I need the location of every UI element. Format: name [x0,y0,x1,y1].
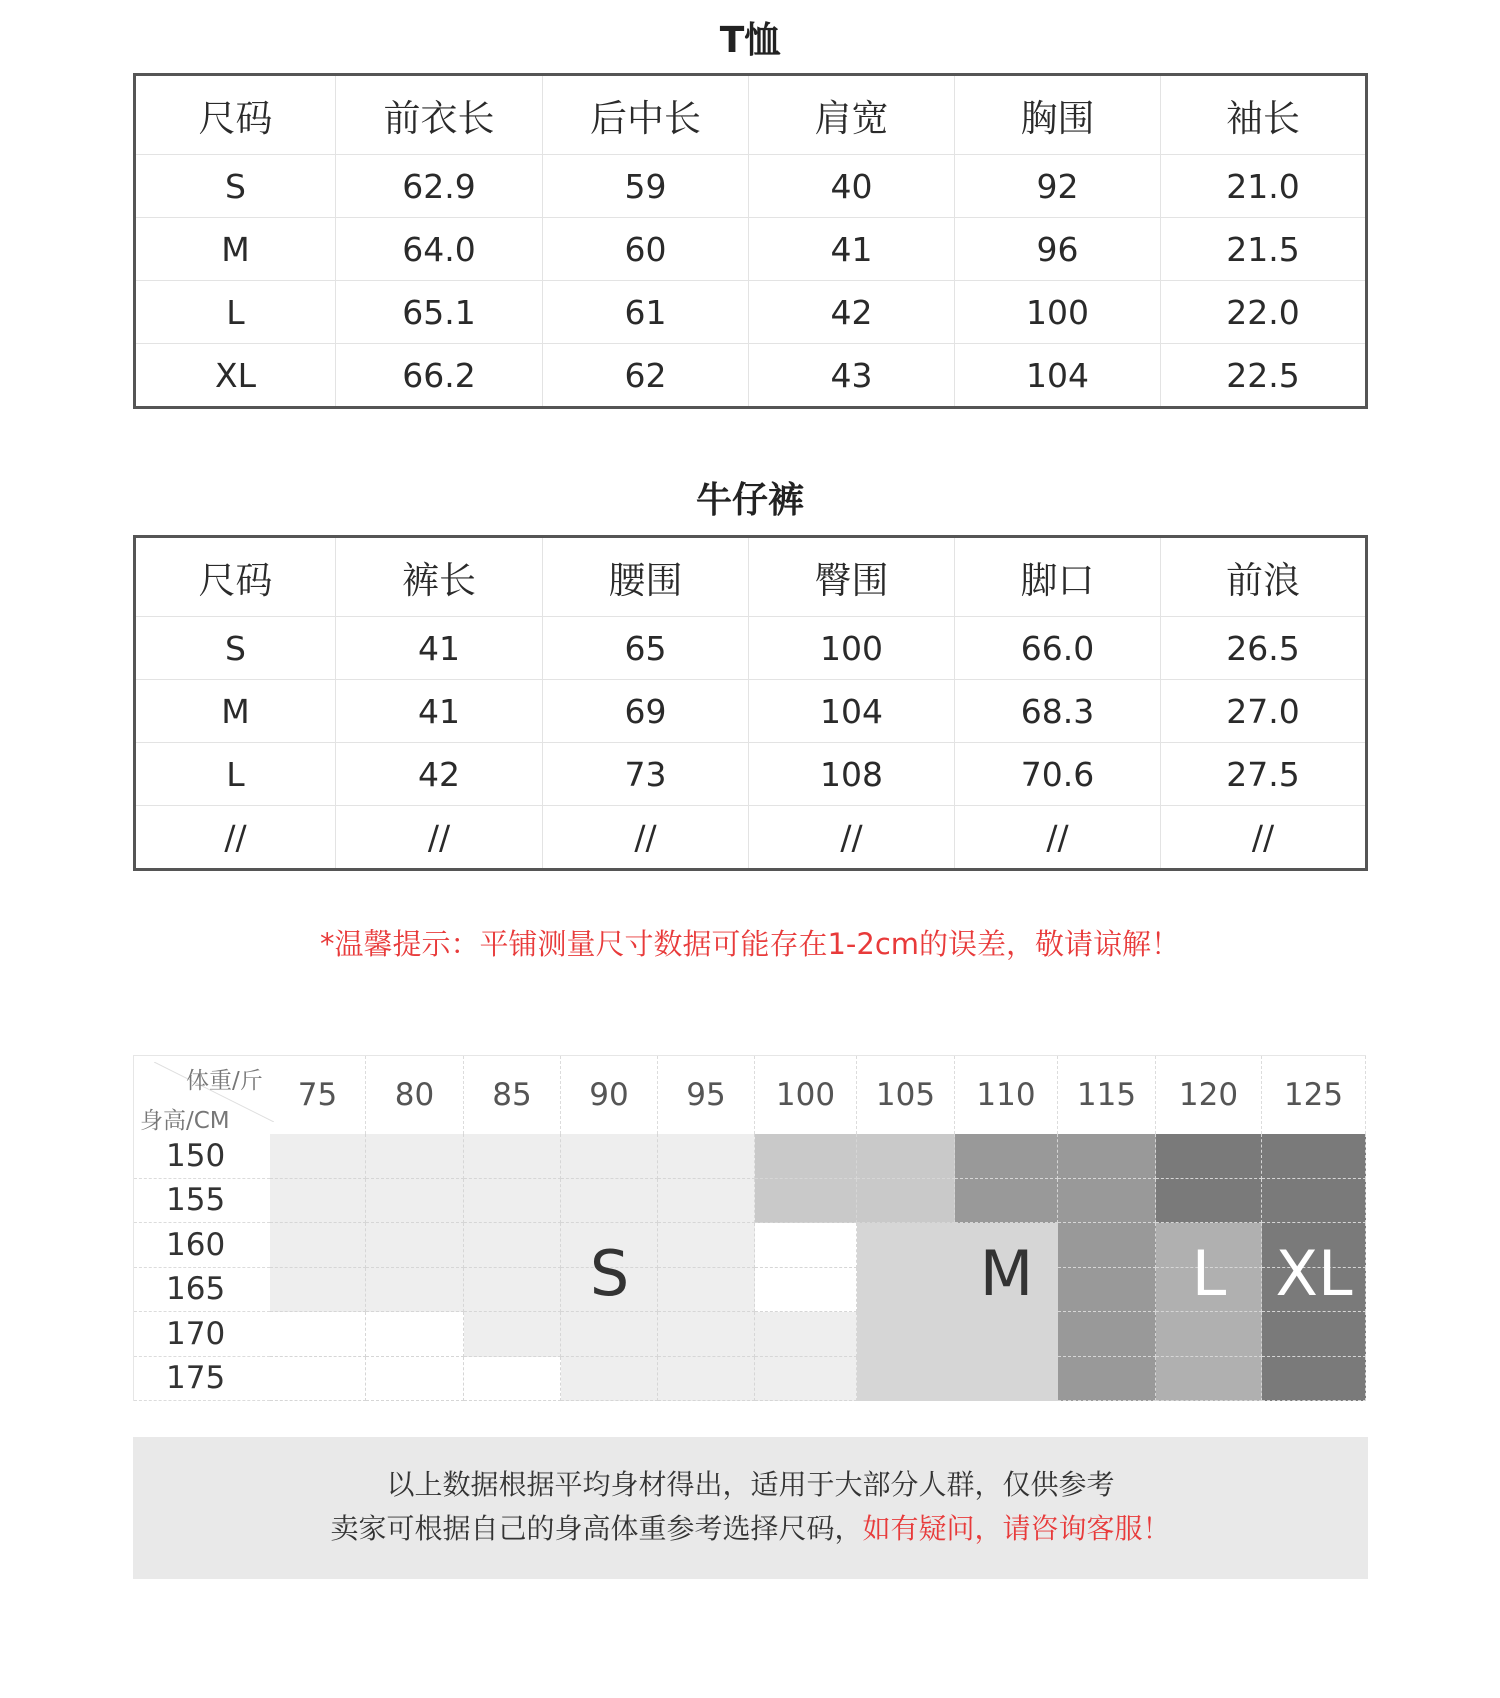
jeans-table-cell: // [136,806,336,868]
size-zone-cell [755,1312,857,1357]
tshirt-table-cell: 104 [955,344,1161,406]
weight-column-header: 125 [1262,1056,1366,1134]
tshirt-column-header: 前衣长 [336,76,543,155]
jeans-table-row [136,680,1365,743]
size-zone-cell [1058,1223,1156,1268]
size-zone-cell [366,1268,464,1313]
tshirt-table-cell: 43 [749,344,955,406]
jeans-table-cell: 41 [336,617,543,680]
size-zone-cell [857,1268,955,1313]
tshirt-table-cell: 61 [543,281,749,344]
size-zone-cell [658,1223,755,1268]
jeans-table-cell: M [136,680,336,743]
size-zone-cell [464,1179,561,1224]
tshirt-table-cell: 22.5 [1226,355,1300,395]
tshirt-table-cell: 21.5 [1161,218,1365,281]
size-zone-cell [270,1357,366,1402]
jeans-table-cell: 68.3 [955,680,1161,743]
size-zone-cell [955,1357,1058,1402]
size-zone-cell [366,1223,464,1268]
size-zone-cell [1058,1357,1156,1402]
size-zone-cell [1058,1179,1156,1224]
tshirt-size-table [133,73,1368,409]
tshirt-table-cell: 62.9 [336,155,543,218]
size-zone-cell [366,1179,464,1224]
size-zone-cell [464,1223,561,1268]
size-zone-cell [658,1357,755,1402]
height-row-header: 175 [134,1357,270,1402]
tshirt-table-cell: L [136,281,336,344]
jeans-header-row [136,538,1365,617]
height-row-header: 170 [134,1312,270,1357]
size-zone-cell [1262,1312,1366,1357]
tshirt-table-cell: 64.0 [336,218,543,281]
jeans-column-header: 脚口 [955,538,1161,617]
size-zone-cell [270,1223,366,1268]
tshirt-header-row [136,76,1365,155]
tshirt-table-cell: 59 [543,155,749,218]
weight-column-header: 115 [1058,1056,1156,1134]
size-zone-cell [366,1312,464,1357]
size-zone-cell [658,1268,755,1313]
jeans-column-header: 尺码 [136,538,336,617]
size-zone-cell [366,1357,464,1402]
jeans-table-cell: // [1251,817,1275,857]
size-zone-cell [955,1134,1058,1179]
tshirt-table-cell: 22.0 [1161,281,1365,344]
size-zone-cell [955,1312,1058,1357]
jeans-table-cell: 100 [749,617,955,680]
tshirt-title: T恤 [719,20,781,61]
jeans-table-cell: 108 [749,743,955,806]
tshirt-table-cell: 21.0 [1161,155,1365,218]
weight-column-header: 105 [857,1056,955,1134]
size-zone-cell [1156,1312,1262,1357]
tshirt-column-header: 后中长 [543,76,749,155]
size-zone-cell [464,1268,561,1313]
tshirt-table-cell: S [136,155,336,218]
jeans-table-row [136,617,1365,680]
size-zone-cell [658,1312,755,1357]
tshirt-table-row [136,155,1365,218]
tshirt-column-header: 尺码 [136,76,336,155]
tshirt-table-cell: 65.1 [336,281,543,344]
weight-column-header: 95 [658,1056,755,1134]
tshirt-table-cell: 92 [955,155,1161,218]
size-zone-cell [270,1312,366,1357]
size-zone-cell [561,1312,658,1357]
footer-line-2 [133,1507,1368,1551]
size-zone-cell [1156,1357,1262,1402]
jeans-table-cell: 27.0 [1161,680,1365,743]
jeans-table-row [136,806,1365,868]
height-axis-label: 身高/CM [140,1108,230,1134]
size-zone-label: XL [1275,1236,1353,1310]
tshirt-table-cell: XL [136,344,336,406]
jeans-table-cell: 42 [336,743,543,806]
jeans-table-cell: 104 [749,680,955,743]
tshirt-table-cell: 96 [955,218,1161,281]
size-zone-cell [857,1312,955,1357]
size-zone-cell [464,1312,561,1357]
size-zone-cell [955,1179,1058,1224]
jeans-table-cell: S [136,617,336,680]
tshirt-table-row [136,344,1365,406]
size-zone-cell [755,1357,857,1402]
size-zone-cell [857,1134,955,1179]
size-zone-cell [857,1179,955,1224]
size-zone-cell [1262,1179,1366,1224]
jeans-table-cell: 41 [336,680,543,743]
measurement-notice: *温馨提示：平铺测量尺寸数据可能存在1-2cm的误差，敬请谅解！ [319,927,1181,961]
size-zone-cell [1262,1134,1366,1179]
weight-column-header: 90 [561,1056,658,1134]
jeans-table-cell: // [955,806,1161,868]
jeans-column-header: 腰围 [543,538,749,617]
jeans-size-table [133,535,1368,871]
jeans-table-cell: 66.0 [955,617,1161,680]
jeans-table-cell: 27.5 [1161,743,1365,806]
tshirt-table-cell: 60 [543,218,749,281]
height-row-header: 160 [134,1223,270,1268]
tshirt-table-cell: 66.2 [336,344,543,406]
size-zone-label: L [1191,1236,1227,1310]
size-zone-cell [857,1357,955,1402]
height-row-header: 150 [134,1134,270,1179]
tshirt-table-cell: 62 [543,344,749,406]
weight-column-header: 85 [464,1056,561,1134]
size-zone-cell [1156,1134,1262,1179]
size-zone-cell [1058,1268,1156,1313]
jeans-table-cell: 70.6 [955,743,1161,806]
size-zone-cell [755,1223,857,1268]
jeans-table-cell: // [749,806,955,868]
size-zone-cell [1262,1357,1366,1402]
size-zone-cell [755,1179,857,1224]
size-zone-cell [658,1179,755,1224]
height-row-header: 155 [134,1179,270,1224]
height-weight-size-chart [133,1055,1366,1401]
size-zone-cell [755,1268,857,1313]
jeans-table-cell: 73 [543,743,749,806]
jeans-table-row [136,743,1365,806]
size-zone-cell [561,1179,658,1224]
tshirt-table-cell: M [136,218,336,281]
weight-column-header: 75 [270,1056,366,1134]
jeans-table-cell: // [336,806,543,868]
size-zone-cell [857,1223,955,1268]
tshirt-column-header: 胸围 [955,76,1161,155]
tshirt-table-cell: 40 [749,155,955,218]
size-zone-cell [561,1357,658,1402]
size-zone-cell [658,1134,755,1179]
jeans-table-cell: 26.5 [1161,617,1365,680]
size-zone-cell [270,1179,366,1224]
weight-column-header: 110 [955,1056,1058,1134]
jeans-table-cell: 65 [543,617,749,680]
size-zone-cell [270,1134,366,1179]
tshirt-table-cell: 42 [749,281,955,344]
size-zone-cell [464,1134,561,1179]
jeans-table-cell: // [543,806,749,868]
tshirt-table-cell: 41 [749,218,955,281]
jeans-column-header: 臀围 [749,538,955,617]
size-zone-label: M [979,1236,1034,1310]
weight-column-header: 120 [1156,1056,1262,1134]
size-zone-cell [270,1268,366,1313]
size-zone-cell [1156,1179,1262,1224]
jeans-table-cell: 69 [543,680,749,743]
size-zone-cell [755,1134,857,1179]
tshirt-table-row [136,218,1365,281]
weight-column-header: 80 [366,1056,464,1134]
jeans-title: 牛仔裤 [695,480,804,521]
size-zone-cell [1058,1312,1156,1357]
size-zone-cell [561,1134,658,1179]
tshirt-table-row [136,281,1365,344]
size-zone-cell [1058,1134,1156,1179]
jeans-column-header: 前浪 [1161,538,1365,617]
tshirt-column-header: 肩宽 [749,76,955,155]
footer-contact-text: 如有疑问，请咨询客服！ [862,1512,1171,1545]
size-zone-label: S [589,1236,630,1310]
jeans-column-header: 裤长 [336,538,543,617]
tshirt-column-header: 袖长 [1161,76,1365,155]
height-row-header: 165 [134,1268,270,1313]
footer-line-2-text: 卖家可根据自己的身高体重参考选择尺码， [330,1512,863,1545]
weight-column-header: 100 [755,1056,857,1134]
size-zone-cell [464,1357,561,1402]
footer-note [133,1437,1368,1579]
jeans-table-cell: L [136,743,336,806]
footer-line-1: 以上数据根据平均身材得出，适用于大部分人群，仅供参考 [386,1468,1115,1501]
size-zone-cell [366,1134,464,1179]
weight-axis-label: 体重/斤 [186,1068,263,1094]
tshirt-table-cell: 100 [955,281,1161,344]
